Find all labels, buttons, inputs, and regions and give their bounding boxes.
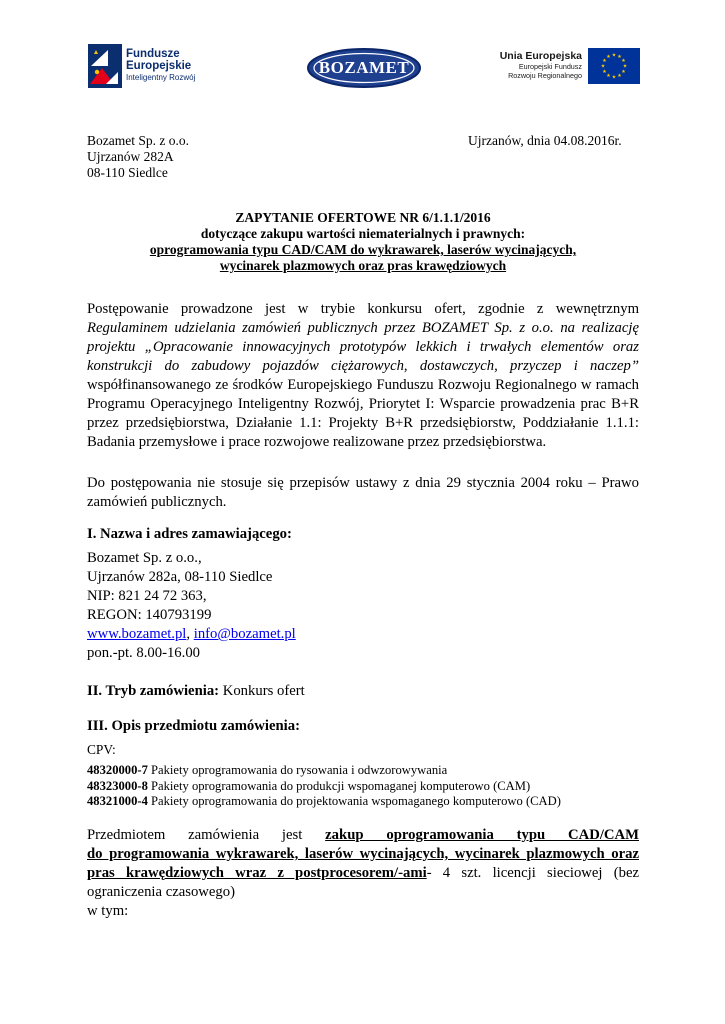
subject-paragraph [87,826,639,921]
section3-heading: III. Opis przedmiotu zamówienia: [87,718,300,734]
cpv-item [87,794,561,810]
fundusze-europejskie-mark-icon [88,44,122,88]
contact-nip: NIP: 821 24 72 363, [87,588,207,604]
cpv-item [87,763,561,779]
intro-line: konstrukcji do zabudowy pojazdów ciężarowych, dostawczych, przyczep i naczep” [87,358,639,374]
cpv-code: 48321000-4 [87,794,148,808]
cpv-item [87,779,561,795]
svg-text:★: ★ [606,73,611,79]
cpv-desc: Pakiety oprogramowania do produkcji wspomaganej komputerowo (CAM) [147,778,531,793]
cpv-code: 48323000-8 [87,778,148,793]
svg-text:★: ★ [611,74,617,81]
subject-line: ograniczenia czasowego) [87,884,236,900]
bozamet-logo-text: BOZAMET [318,58,410,77]
section1-heading: I. Nazwa i adres zamawiającego: [87,526,292,542]
subject-intro: Przedmiotem zamówienia jest [87,827,326,843]
subject-line [87,826,639,845]
no-law-paragraph [87,474,639,512]
email-link[interactable]: info@bozamet.pl [193,626,296,642]
cpv-desc: Pakiety oprogramowania do rysowania i odwzorowywania [147,763,448,777]
subject-line [87,864,639,883]
contact-links [87,625,296,644]
svg-text:★: ★ [611,52,617,59]
subject-bold: pras krawędziowych wraz z postprocesorem/-ami [87,865,427,881]
website-link[interactable]: www.bozamet.pl [87,626,187,642]
svg-text:★: ★ [621,58,626,64]
no-law-line: zamówień publicznych. [87,494,227,510]
subject-licence: - 4 szt. licencji sieciowej (bez [426,865,639,881]
sender-name: Bozamet Sp. z o.o. [87,133,189,148]
links-separator: , [186,626,194,642]
subject-line: w tym: [87,903,129,919]
intro-line: Programu Operacyjnego Inteligentny Rozwój, Priorytet I: Wsparcie prowadzenia prac B+R [87,396,639,412]
title-line4: wycinarek plazmowych oraz pras krawędziowych [219,258,507,273]
eu-flag-icon [588,48,640,84]
contact-address: Ujrzanów 282a, 08-110 Siedlce [87,569,273,585]
fundusze-europejskie-logo [88,44,238,88]
intro-paragraph [87,300,639,452]
unia-europejska-logo [490,48,642,88]
bozamet-logo [306,47,422,89]
section2-value: Konkurs ofert [219,683,305,699]
svg-text:★: ★ [602,69,607,75]
cpv-code: 48320000-7 [87,763,148,777]
fe-logo-line1: Fundusze [126,48,180,60]
intro-line: Badania przemysłowe i prace rozwojowe realizowane przez przedsiębiorstwa. [87,434,547,450]
intro-line: przez przedsiębiorstwa, Działanie 1.1: Projekty B+R przedsiębiorstw, Poddziałanie 1.1.1: [87,415,639,431]
intro-line: współfinansowanego ze środków Europejskiego Funduszu Rozwoju Regionalnego w ramach [87,377,639,393]
no-law-line: Do postępowania nie stosuje się przepisów ustawy z dnia 29 stycznia 2004 roku – Prawo [87,475,639,491]
svg-text:★: ★ [622,63,628,70]
sender-block [87,133,189,181]
sender-street: Ujrzanów 282A [87,149,174,164]
fe-logo-line2: Europejskie [126,60,192,72]
intro-line: projektu „Opracowanie innowacyjnych prototypów lekkich i trwałych elementów oraz [87,339,639,355]
cpv-label: CPV: [87,742,116,757]
cpv-desc: Pakiety oprogramowania do projektowania wspomaganego komputerowo (CAD) [147,794,561,808]
cpv-list [87,763,561,810]
ue-logo-line2: Europejski Fundusz [518,62,582,71]
intro-line: Regulaminem udzielania zamówień publicznych przez BOZAMET Sp. z o.o. na realizację [87,320,639,336]
svg-text:★: ★ [617,73,622,79]
title-line3: oprogramowania typu CAD/CAM do wykrawarek, laserów wycinających, [149,242,577,257]
subject-bold: zakup oprogramowania typu CAD/CAM [325,827,639,843]
svg-text:★: ★ [602,58,607,64]
place-date: Ujrzanów, dnia 04.08.2016r. [468,133,622,148]
ue-logo-line1: Unia Europejska [499,50,582,62]
contact-regon: REGON: 140793199 [87,607,212,623]
intro-line: Postępowanie prowadzone jest w trybie konkursu ofert, zgodnie z wewnętrznym [87,301,639,317]
document-title [88,210,638,274]
subject-line: do programowania wykrawarek, laserów wycinających, wycinarek plazmowych oraz [87,846,639,862]
section2-heading: II. Tryb zamówienia: [87,683,220,699]
svg-text:★: ★ [606,54,611,60]
title-line1: ZAPYTANIE OFERTOWE NR 6/1.1.1/2016 [235,210,491,225]
ue-logo-line3: Rozwoju Regionalnego [508,71,582,80]
fe-logo-line3: Inteligentny Rozwój [126,73,196,82]
section1-body [87,549,296,663]
sender-city: 08-110 Siedlce [87,165,168,180]
title-line2: dotyczące zakupu wartości niematerialnych i prawnych: [200,226,526,241]
svg-text:★: ★ [600,63,606,70]
svg-text:★: ★ [617,54,622,60]
svg-text:★: ★ [621,69,626,75]
contact-hours: pon.-pt. 8.00-16.00 [87,645,201,661]
contact-name: Bozamet Sp. z o.o., [87,550,202,566]
section2 [87,682,305,701]
